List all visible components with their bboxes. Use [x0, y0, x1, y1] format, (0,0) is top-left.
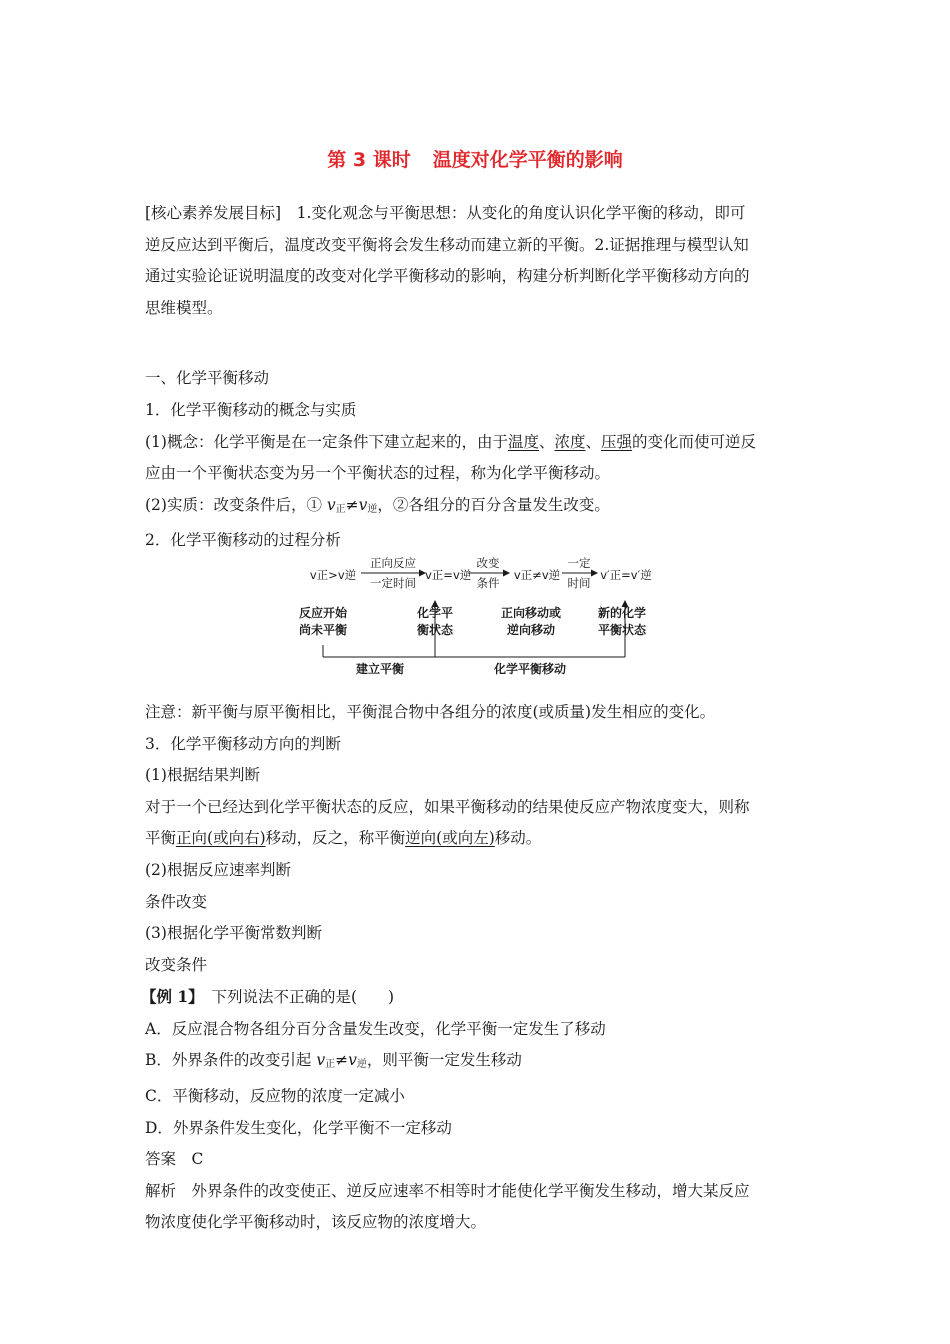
- option-a: A．反应混合物各组分百分含量发生改变，化学平衡一定发生了移动: [145, 1019, 606, 1038]
- option-b: B．外界条件的改变引起 $v_正\ne v_逆$，则平衡一定发生移动: [145, 1051, 522, 1071]
- label-shift-direction: 正向移动或 逆向移动: [500, 605, 561, 637]
- subheading-3: 3．化学平衡移动方向的判断: [145, 734, 341, 753]
- goals-line-1: [核心素养发展目标] 1.变化观念与平衡思想：从变化的角度认识化学平衡的移动，即可: [145, 204, 746, 222]
- equilibrium-process-diagram: [145, 555, 807, 693]
- rule-2-line-1: 条件改变: [145, 892, 208, 911]
- label-equilibrium-state: 化学平 衡状态: [416, 605, 453, 637]
- arrow-1-top: 正向反应: [370, 555, 416, 570]
- arrow-3-top: 一定: [567, 555, 591, 570]
- arrow-1-bottom: 一定时间: [370, 575, 416, 590]
- goals-line-4: 思维模型。: [145, 298, 223, 317]
- underline-pressure: 压强: [601, 432, 633, 451]
- title-lesson: 第 3 课时: [327, 149, 411, 171]
- essence-line: (2)实质：改变条件后，① $v_正\ne v_逆$，②各组分的百分含量发生改变。: [145, 495, 610, 515]
- state-4: v′正=v′逆: [600, 567, 652, 582]
- goals-line-3: 通过实验论证说明温度的改变对化学平衡移动的影响，构建分析判断化学平衡移动方向的: [145, 267, 750, 286]
- underline-reverse: 逆向(或向左): [405, 829, 495, 848]
- option-d: D．外界条件发生变化，化学平衡不一定移动: [145, 1118, 452, 1137]
- page-title: [0, 145, 950, 172]
- underline-concentration: 浓度: [554, 432, 586, 451]
- rule-3-line-1: 改变条件: [145, 955, 208, 974]
- rule-3-heading: (3)根据化学平衡常数判断: [145, 924, 322, 943]
- label-new-equilibrium: 新的化学 平衡状态: [597, 605, 646, 637]
- subheading-2: 2．化学平衡移动的过程分析: [145, 531, 341, 550]
- rule-1-line-2: 平衡正向(或向右)移动，反之，称平衡逆向(或向左)移动。: [145, 829, 542, 848]
- note-line: 注意：新平衡与原平衡相比，平衡混合物中各组分的浓度(或质量)发生相应的变化。: [145, 702, 716, 721]
- underline-temperature: 温度: [507, 432, 539, 451]
- label-not-equilibrium: 反应开始 尚未平衡: [298, 605, 347, 637]
- arrow-2-top: 改变: [476, 555, 500, 570]
- state-2: v正=v逆: [425, 567, 472, 582]
- concept-line-2: 应由一个平衡状态变为另一个平衡状态的过程，称为化学平衡移动。: [145, 464, 611, 483]
- label-equilibrium-shift: 化学平衡移动: [493, 661, 566, 676]
- title-topic: 温度对化学平衡的影响: [432, 149, 623, 171]
- answer: 答案 C: [145, 1150, 204, 1169]
- state-1: v正>v逆: [309, 567, 357, 582]
- analysis-line-1: 解析 外界条件的改变使正、逆反应速率不相等时才能使化学平衡发生移动，增大某反应: [145, 1181, 750, 1200]
- analysis-line-2: 物浓度使化学平衡移动时，该反应物的浓度增大。: [145, 1213, 487, 1232]
- section-heading: 一、化学平衡移动: [145, 369, 270, 388]
- label-establish-equilibrium: 建立平衡: [355, 661, 404, 676]
- subheading-1: 1．化学平衡移动的概念与实质: [145, 400, 357, 419]
- goals-line-2: 逆反应达到平衡后，温度改变平衡将会发生移动而建立新的平衡。2.证据推理与模型认知: [145, 235, 749, 254]
- underline-forward: 正向(或向右): [176, 829, 266, 848]
- rule-1-line-1: 对于一个已经达到化学平衡状态的反应，如果平衡移动的结果使反应产物浓度变大，则称: [145, 797, 750, 816]
- state-3: v正≠v逆: [513, 567, 561, 582]
- option-c: C．平衡移动，反应物的浓度一定减小: [145, 1087, 405, 1106]
- concept-line-1: (1)概念：化学平衡是在一定条件下建立起来的，由于温度、浓度、压强的变化而使可逆反: [145, 432, 757, 451]
- example-label: 【例 1】: [141, 987, 196, 1007]
- arrow-2-bottom: 条件: [476, 575, 500, 590]
- document-body: [141, 198, 807, 1239]
- rule-2-heading: (2)根据反应速率判断: [145, 860, 291, 879]
- rule-1-heading: (1)根据结果判断: [145, 766, 260, 785]
- arrow-3-bottom: 时间: [567, 575, 591, 590]
- example-question: 【例 1】 下列说法不正确的是( ): [141, 987, 395, 1007]
